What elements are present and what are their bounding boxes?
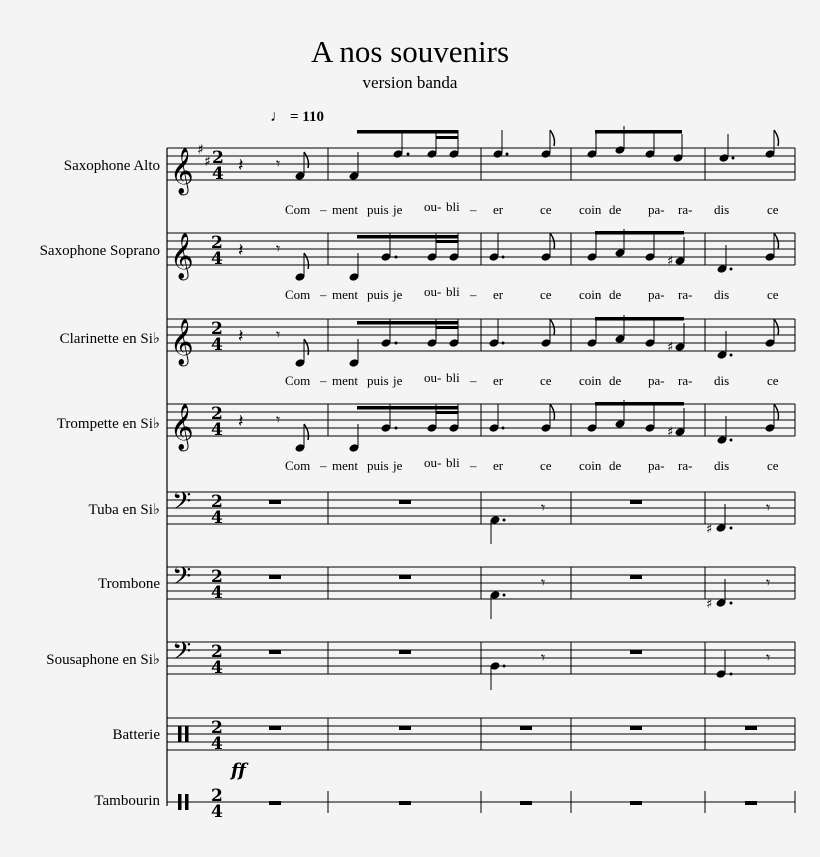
beam — [436, 240, 458, 243]
whole-rest-icon — [269, 726, 281, 730]
lyric-syllable: de — [609, 458, 622, 473]
time-signature-top: 2 — [211, 492, 223, 512]
lyric-syllable: ra- — [678, 202, 693, 217]
treble-clef-icon: 𝄞 — [170, 233, 194, 279]
quarter-note-icon: ♩ — [270, 108, 286, 125]
lyric-syllable: bli — [446, 455, 460, 470]
lyric-syllable: ra- — [678, 287, 693, 302]
whole-rest-icon — [630, 650, 642, 654]
time-signature-top: 2 — [211, 786, 223, 806]
tempo-value: = 110 — [290, 108, 324, 125]
sharp-icon: ♯ — [667, 254, 674, 269]
eighth-rest-icon: 𝄾 — [276, 325, 281, 344]
instrument-name-trombone: Trombone — [98, 576, 160, 592]
lyric-syllable: ce — [540, 202, 552, 217]
beam — [436, 136, 458, 139]
time-signature-bottom: 4 — [211, 802, 223, 822]
dynamic-marking: ff — [231, 760, 246, 781]
whole-rest-icon — [520, 726, 532, 730]
lyric-syllable: coin — [579, 287, 602, 302]
instrument-name-trompette: Trompette en Si♭ — [56, 416, 160, 432]
lyric-syllable: pa- — [648, 373, 665, 388]
whole-rest-icon — [269, 801, 281, 805]
lyric-syllable: – — [320, 373, 327, 388]
beam — [357, 130, 458, 134]
whole-rest-icon — [269, 575, 281, 579]
lyric-syllable: dis — [714, 202, 730, 217]
eighth-rest-icon: 𝄾 — [541, 573, 546, 592]
lyric-syllable: pa- — [648, 202, 665, 217]
dot — [506, 153, 509, 156]
lyric-syllable: dis — [714, 458, 730, 473]
sharp-icon: ♯ — [667, 425, 674, 440]
lyric-syllable: de — [609, 287, 622, 302]
sharp-icon: ♯ — [706, 597, 713, 612]
lyric-syllable: bli — [446, 199, 460, 214]
time-signature-bottom: 4 — [212, 164, 224, 184]
dot — [730, 527, 733, 530]
lyric-syllable: ou- — [424, 455, 442, 470]
note-flag — [304, 152, 309, 168]
whole-rest-icon — [399, 650, 411, 654]
lyric-syllable: – — [320, 202, 327, 217]
dot — [395, 427, 398, 430]
lyric-syllable: – — [320, 287, 327, 302]
dot — [395, 342, 398, 345]
eighth-rest-icon: 𝄾 — [541, 498, 546, 517]
dot — [503, 594, 506, 597]
note-flag — [304, 424, 309, 440]
beam — [595, 130, 682, 134]
treble-clef-icon: 𝄞 — [170, 404, 194, 450]
beam — [595, 402, 684, 406]
lyric-syllable: – — [470, 458, 477, 473]
lyric-syllable: Com — [285, 287, 311, 302]
time-signature-top: 2 — [211, 233, 223, 253]
whole-rest-icon — [745, 726, 757, 730]
whole-rest-icon — [399, 726, 411, 730]
time-signature-bottom: 4 — [211, 420, 223, 440]
score-subtitle: version banda — [362, 73, 458, 92]
dot — [730, 602, 733, 605]
dot — [407, 153, 410, 156]
lyric-syllable: je — [393, 202, 403, 217]
dot — [730, 354, 733, 357]
time-signature-top: 2 — [211, 404, 223, 424]
lyric-syllable: puis — [367, 373, 389, 388]
whole-rest-icon — [520, 801, 532, 805]
beam — [595, 231, 684, 235]
beam — [357, 406, 458, 410]
lyric-syllable: ra- — [678, 373, 693, 388]
lyric-syllable: dis — [714, 373, 730, 388]
whole-rest-icon — [269, 650, 281, 654]
lyric-syllable: ce — [767, 287, 779, 302]
eighth-rest-icon: 𝄾 — [766, 573, 771, 592]
note-flag — [304, 339, 309, 355]
quarter-rest-icon: 𝄽 — [238, 155, 244, 176]
eighth-rest-icon: 𝄾 — [541, 648, 546, 667]
dot — [502, 427, 505, 430]
whole-rest-icon — [630, 575, 642, 579]
instrument-name-tuba: Tuba en Si♭ — [88, 502, 160, 518]
lyric-syllable: – — [470, 202, 477, 217]
lyric-syllable: – — [470, 287, 477, 302]
dot — [502, 342, 505, 345]
lyric-syllable: ment — [332, 458, 358, 473]
bass-clef-icon: 𝄢 — [172, 637, 192, 672]
lyric-syllable: ce — [540, 373, 552, 388]
lyric-syllable: puis — [367, 458, 389, 473]
lyric-syllable: Com — [285, 458, 311, 473]
quarter-rest-icon: 𝄽 — [238, 240, 244, 261]
time-signature-bottom: 4 — [211, 583, 223, 603]
lyric-syllable: puis — [367, 202, 389, 217]
note-flag — [550, 130, 555, 146]
lyric-syllable: er — [493, 202, 504, 217]
eighth-rest-icon: 𝄾 — [276, 410, 281, 429]
whole-rest-icon — [399, 500, 411, 504]
lyric-syllable: ce — [540, 458, 552, 473]
instrument-name-tambourin: Tambourin — [94, 793, 160, 809]
time-signature-top: 2 — [211, 718, 223, 738]
lyric-syllable: ou- — [424, 199, 442, 214]
lyric-syllable: Com — [285, 202, 311, 217]
eighth-rest-icon: 𝄾 — [276, 239, 281, 258]
time-signature-bottom: 4 — [211, 249, 223, 269]
lyric-syllable: pa- — [648, 287, 665, 302]
note-flag — [304, 253, 309, 269]
lyric-syllable: je — [393, 373, 403, 388]
dot — [503, 519, 506, 522]
dot — [730, 673, 733, 676]
beam — [357, 235, 458, 239]
whole-rest-icon — [630, 801, 642, 805]
lyric-syllable: je — [393, 287, 403, 302]
treble-clef-icon: 𝄞 — [170, 319, 194, 365]
lyric-syllable: coin — [579, 373, 602, 388]
lyric-syllable: ment — [332, 287, 358, 302]
lyric-syllable: ce — [540, 287, 552, 302]
sharp-icon: ♯ — [197, 142, 204, 158]
bass-clef-icon: 𝄢 — [172, 562, 192, 597]
instrument-name-clarinette: Clarinette en Si♭ — [59, 331, 160, 347]
lyric-syllable: er — [493, 373, 504, 388]
score-title: A nos souvenirs — [310, 34, 510, 69]
lyric-syllable: bli — [446, 284, 460, 299]
whole-rest-icon — [630, 726, 642, 730]
lyric-syllable: ra- — [678, 458, 693, 473]
percussion-clef-icon — [178, 726, 182, 742]
instrument-name-batterie: Batterie — [112, 727, 160, 743]
instrument-name-sousaphone: Sousaphone en Si♭ — [46, 652, 160, 668]
lyric-syllable: de — [609, 373, 622, 388]
dot — [732, 157, 735, 160]
lyric-syllable: ou- — [424, 284, 442, 299]
quarter-rest-icon: 𝄽 — [238, 326, 244, 347]
lyric-syllable: de — [609, 202, 622, 217]
dot — [395, 256, 398, 259]
eighth-rest-icon: 𝄾 — [276, 154, 281, 173]
dot — [730, 439, 733, 442]
time-signature-bottom: 4 — [211, 508, 223, 528]
lyric-syllable: ment — [332, 373, 358, 388]
time-signature-bottom: 4 — [211, 658, 223, 678]
lyric-syllable: ou- — [424, 370, 442, 385]
lyric-syllable: dis — [714, 287, 730, 302]
sharp-icon: ♯ — [706, 522, 713, 537]
instrument-name-saxophone-soprano: Saxophone Soprano — [39, 243, 160, 259]
lyric-syllable: er — [493, 458, 504, 473]
beam — [357, 321, 458, 325]
lyric-syllable: ce — [767, 458, 779, 473]
whole-rest-icon — [399, 575, 411, 579]
dot — [730, 268, 733, 271]
lyric-syllable: ce — [767, 373, 779, 388]
percussion-clef-icon — [185, 794, 189, 810]
lyric-syllable: – — [320, 458, 327, 473]
whole-rest-icon — [269, 500, 281, 504]
whole-rest-icon — [745, 801, 757, 805]
dot — [502, 256, 505, 259]
instrument-name-saxophone-alto: Saxophone Alto — [63, 158, 160, 174]
lyric-syllable: er — [493, 287, 504, 302]
lyric-syllable: pa- — [648, 458, 665, 473]
lyric-syllable: puis — [367, 287, 389, 302]
time-signature-top: 2 — [211, 642, 223, 662]
eighth-rest-icon: 𝄾 — [766, 498, 771, 517]
dot — [503, 665, 506, 668]
eighth-rest-icon: 𝄾 — [766, 648, 771, 667]
time-signature-bottom: 4 — [211, 335, 223, 355]
lyric-syllable: bli — [446, 370, 460, 385]
lyric-syllable: coin — [579, 458, 602, 473]
lyric-syllable: Com — [285, 373, 311, 388]
whole-rest-icon — [630, 500, 642, 504]
time-signature-top: 2 — [212, 148, 224, 168]
lyric-syllable: ment — [332, 202, 358, 217]
time-signature-top: 2 — [211, 567, 223, 587]
quarter-rest-icon: 𝄽 — [238, 411, 244, 432]
lyric-syllable: ce — [767, 202, 779, 217]
bass-clef-icon: 𝄢 — [172, 487, 192, 522]
treble-clef-icon: 𝄞 — [170, 148, 194, 194]
whole-rest-icon — [399, 801, 411, 805]
lyric-syllable: coin — [579, 202, 602, 217]
percussion-clef-icon — [185, 726, 189, 742]
lyric-syllable: je — [393, 458, 403, 473]
lyric-syllable: – — [470, 373, 477, 388]
note-flag — [774, 130, 779, 146]
beam — [595, 317, 684, 321]
time-signature-top: 2 — [211, 319, 223, 339]
sharp-icon: ♯ — [667, 340, 674, 355]
time-signature-bottom: 4 — [211, 734, 223, 754]
percussion-clef-icon — [178, 794, 182, 810]
beam — [436, 411, 458, 414]
sharp-icon: ♯ — [204, 154, 211, 170]
beam — [436, 326, 458, 329]
